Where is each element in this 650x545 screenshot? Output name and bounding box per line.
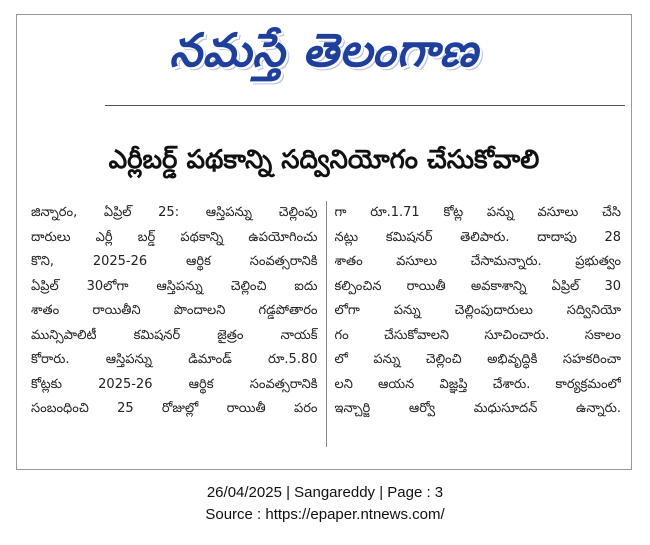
text-line: లోగా పన్ను చెల్లింపుదారులు సద్వినియో	[334, 303, 621, 318]
text-line: శాతం రాయితీని పొందాలని గడ్డపోతారం	[31, 303, 318, 318]
article-column-left	[31, 201, 318, 447]
text-line: శాతం వసూలు చేసామన్నారు. ప్రభుత్వం	[334, 254, 621, 269]
text-line: లో పన్ను చెల్లించి అభివృద్ధికి సహకరించా	[334, 352, 621, 367]
text-line: గం చేసుకోవాలని సూచించారు. సకాలం	[334, 327, 621, 343]
text-line: కొని, 2025-26 ఆర్థిక సంవత్సరానికి	[31, 254, 318, 269]
text-line: మున్సిపాలిటీ కమిషనర్ జైత్రం నాయక్	[31, 327, 318, 343]
footer-date-edition: 26/04/2025 | Sangareddy | Page : 3	[206, 484, 444, 501]
text-line: లని ఆయన విజ్ఞప్తి చేశారు. కార్యక్రమంలో	[334, 376, 621, 392]
text-line: కోట్లకు 2025-26 ఆర్థిక సంవత్సరానికి	[31, 376, 318, 392]
footer-source-link[interactable]: Source : https://epaper.ntnews.com/	[205, 506, 445, 523]
text-line: ఏప్రిల్ 30లోగా ఆస్తిపన్ను చెల్లించి ఐదు	[31, 278, 318, 294]
text-line: కల్పించిన రాయితీ అవకాశాన్ని ఏప్రిల్ 30	[334, 278, 621, 294]
text-line: జిన్నారం, ఏప్రిల్ 25: ఆస్తిపన్ను చెల్లింపు	[31, 205, 318, 220]
text-line: గా రూ.1.71 కోట్ల పన్ను వసూలు చేసి	[334, 205, 621, 220]
text-line: నట్లు కమిషనర్ తెలిపారు. దాదాపు 28	[334, 229, 621, 245]
article-headline: ఎర్లీబర్డ్ పథకాన్ని సద్వినియోగం చేసుకోవాలి	[108, 145, 540, 175]
masthead-divider	[105, 105, 625, 106]
text-line: దారులు ఎర్లీ బర్డ్ పథకాన్ని ఉపయోగించు	[31, 229, 318, 245]
article-body	[31, 201, 621, 447]
article-clipping	[16, 14, 632, 470]
text-line: ఇన్చార్జి ఆర్వో మధుసూదన్ ఉన్నారు.	[334, 401, 621, 416]
column-divider	[326, 201, 327, 447]
text-line: సంబంధించి 25 రోజుల్లో రాయితీ పరం	[31, 401, 318, 416]
text-line: కోరారు. ఆస్తిపన్ను డిమాండ్ రూ.5.80	[31, 352, 318, 367]
article-column-right	[335, 201, 622, 447]
newspaper-masthead: నమస్తే తెలంగాణ	[169, 23, 479, 77]
